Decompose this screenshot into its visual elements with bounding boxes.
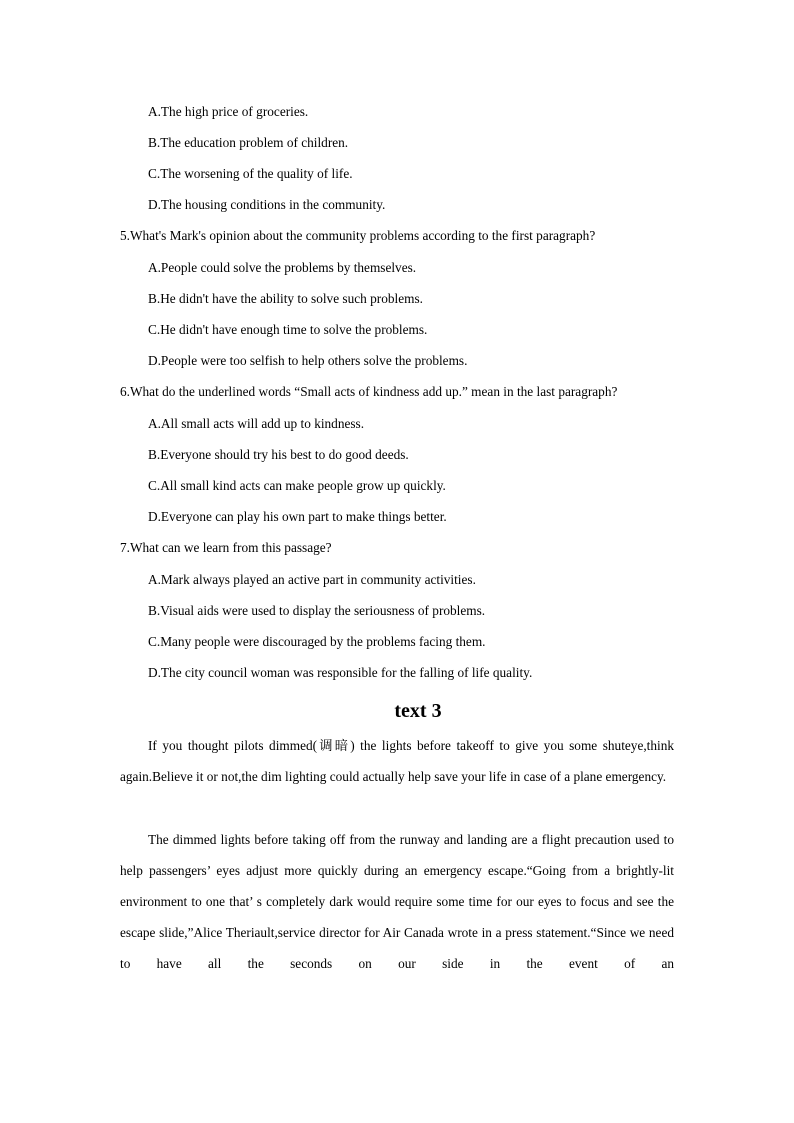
text3-paragraph-1: If you thought pilots dimmed(调暗) the lights before takeoff to give you some shuteye,think again.Believe it or not,the dim lighting could actually help save your life in case of a plane emergency. bbox=[120, 738, 674, 784]
q6-option-a: A.All small acts will add up to kindness. bbox=[148, 416, 365, 431]
q4-option-b: B.The education problem of children. bbox=[148, 135, 349, 150]
text3-paragraph-2: The dimmed lights before taking off from the runway and landing are a flight precaution used to help passengers’ eyes adjust more quickly during an emergency escape.“Going from a brightly-lit environment to one that’ s completely dark would require some time for our eyes to focus and see the escape slide,”Alice Theriault,service director for Air Canada wrote in a press statement.“Since we need to have all the seconds on our side in the event of an bbox=[120, 832, 674, 971]
q7-option-d: D.The city council woman was responsible for the falling of life quality. bbox=[148, 665, 533, 680]
q4-option-d: D.The housing conditions in the community. bbox=[148, 197, 386, 212]
q5-option-c: C.He didn't have enough time to solve the problems. bbox=[148, 322, 428, 337]
q7-option-a: A.Mark always played an active part in community activities. bbox=[148, 572, 476, 587]
q5-option-a: A.People could solve the problems by themselves. bbox=[148, 260, 417, 275]
q6-option-c: C.All small kind acts can make people grow up quickly. bbox=[148, 478, 446, 493]
q5-option-d: D.People were too selfish to help others solve the problems. bbox=[148, 353, 468, 368]
q6-question: 6.What do the underlined words “Small acts of kindness add up.” mean in the last paragraph? bbox=[120, 384, 618, 399]
q4-option-a: A.The high price of groceries. bbox=[148, 104, 309, 119]
q4-option-c: C.The worsening of the quality of life. bbox=[148, 166, 353, 181]
q5-question: 5.What's Mark's opinion about the community problems according to the first paragraph? bbox=[120, 228, 596, 243]
section-title: text 3 bbox=[394, 700, 442, 722]
q7-option-b: B.Visual aids were used to display the seriousness of problems. bbox=[148, 603, 486, 618]
q7-option-c: C.Many people were discouraged by the problems facing them. bbox=[148, 634, 486, 649]
q6-option-b: B.Everyone should try his best to do good deeds. bbox=[148, 447, 409, 462]
q6-option-d: D.Everyone can play his own part to make things better. bbox=[148, 509, 447, 524]
q5-option-b: B.He didn't have the ability to solve such problems. bbox=[148, 291, 423, 306]
q7-question: 7.What can we learn from this passage? bbox=[120, 540, 332, 555]
